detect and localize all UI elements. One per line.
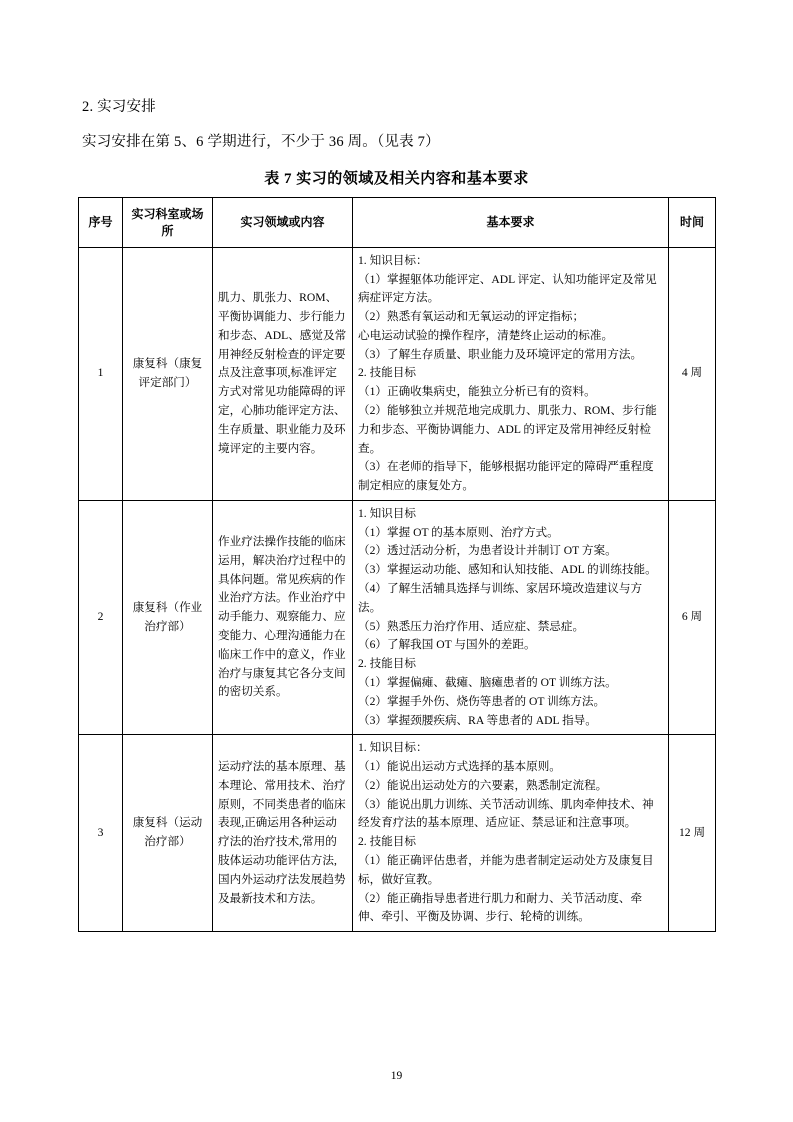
cell-no: 3 [79,735,123,932]
requirement-line: （5）熟悉压力治疗作用、适应症、禁忌症。 [358,619,585,633]
cell-requirements [353,735,669,932]
cell-time: 12 周 [669,735,716,932]
requirement-line: 心电运动试验的操作程序，清楚终止运动的标准。 [358,328,614,342]
cell-field: 肌力、肌张力、ROM、平衡协调能力、步行能力和步态、ADL、感觉及常用神经反射检查的评定要点及注意事项,标准评定方式对常见功能障碍的评定，心肺功能评定方法、生存质量、职业能力及环境评定的主要内容。 [213,247,353,500]
table-row [79,735,716,932]
requirement-line: （2）掌握手外伤、烧伤等患者的 OT 训练方法。 [358,694,606,708]
table-row [79,500,716,734]
requirement-line: （4）了解生活辅具选择与训练、家居环境改造建议与方法。 [358,582,643,614]
column-header-requirements: 基本要求 [353,198,669,247]
requirement-line: （3）掌握颈腰疾病、RA 等患者的 ADL 指导。 [358,713,597,727]
requirement-line: （1）掌握偏瘫、截瘫、脑瘫患者的 OT 训练方法。 [358,675,617,689]
requirement-line: 1. 知识目标： [358,741,428,755]
requirement-line: （3）掌握运动功能、感知和认知技能、ADL 的训练技能。 [358,563,657,577]
table-row [79,247,716,500]
internship-table [78,197,716,932]
requirement-line: （1）能正确评估患者，并能为患者制定运动处方及康复目标，做好宣教。 [358,853,654,886]
column-header-no: 序号 [79,198,123,247]
requirement-line: （3）了解生存质量、职业能力及环境评定的常用方法。 [358,347,643,361]
requirement-line: （3）能说出肌力训练、关节活动训练、肌肉牵伸技术、神经发育疗法的基本原理、适应证、禁忌证和注意事项。 [358,797,654,830]
cell-requirements [353,500,669,734]
cell-time: 6 周 [669,500,716,734]
requirement-line: 2. 技能目标 [358,835,416,849]
cell-dept: 康复科（作业治疗部） [123,500,213,734]
cell-field: 作业疗法操作技能的临床运用，解决治疗过程中的具体问题。常见疾病的作业治疗方法。作业治疗中动手能力、观察能力、应变能力、心理沟通能力在临床工作中的意义，作业治疗与康复其它各分支间的密切关系。 [213,500,353,734]
column-header-field: 实习领域或内容 [213,198,353,247]
cell-requirements [353,247,669,500]
column-header-time: 时间 [669,198,716,247]
requirement-line: （2）能够独立并规范地完成肌力、肌张力、ROM、步行能力和步态、平衡协调能力、ADL 的评定及常用神经反射检查。 [358,404,657,455]
cell-no: 2 [79,500,123,734]
cell-no: 1 [79,247,123,500]
page-number: 19 [390,1070,403,1082]
requirement-line: 1. 知识目标： [358,253,428,267]
requirement-line: （6）了解我国 OT 与国外的差距。 [358,638,536,652]
cell-time: 4 周 [669,247,716,500]
requirement-line: （1）正确收集病史，能独立分析已有的资料。 [358,385,596,399]
requirement-line: （2）能正确指导患者进行肌力和耐力、关节活动度、牵伸、牵引、平衡及协调、步行、轮椅的训练。 [358,891,643,924]
requirement-line: 2. 技能目标 [358,657,416,671]
requirement-line: （1）掌握躯体功能评定、ADL 评定、认知功能评定及常见病症评定方法。 [358,272,657,305]
cell-dept: 康复科（运动治疗部） [123,735,213,932]
requirement-line: （2）能说出运动处方的六要素，熟悉制定流程。 [358,778,608,792]
requirement-line: 2. 技能目标 [358,366,416,380]
column-header-dept: 实习科室或场所 [123,198,213,247]
intro-paragraph: 实习安排在第 5、6 学期进行，不少于 36 周。（见表 7） [82,134,440,151]
requirement-line: （2）熟悉有氧运动和无氧运动的评定指标； [358,310,585,324]
requirement-line: （1）掌握 OT 的基本原则、治疗方式。 [358,525,559,539]
cell-dept: 康复科（康复评定部门） [123,247,213,500]
cell-field: 运动疗法的基本原理、基本理论、常用技术、治疗原则，不同类患者的临床表现,正确运用各种运动疗法的治疗技术,常用的肢体运动功能评估方法,国内外运动疗法发展趋势及最新技术和方法。 [213,735,353,932]
requirement-line: （2）透过活动分析，为患者设计并制订 OT 方案。 [358,544,617,558]
table-header-row [79,198,716,247]
table-caption: 表 7 实习的领域及相关内容和基本要求 [264,171,529,188]
requirement-line: （1）能说出运动方式选择的基本原则。 [358,760,561,774]
requirement-line: （3）在老师的指导下，能够根据功能评定的障碍严重程度制定相应的康复处方。 [358,460,654,493]
requirement-line: 1. 知识目标 [358,506,416,520]
section-heading: 2. 实习安排 [82,99,156,115]
